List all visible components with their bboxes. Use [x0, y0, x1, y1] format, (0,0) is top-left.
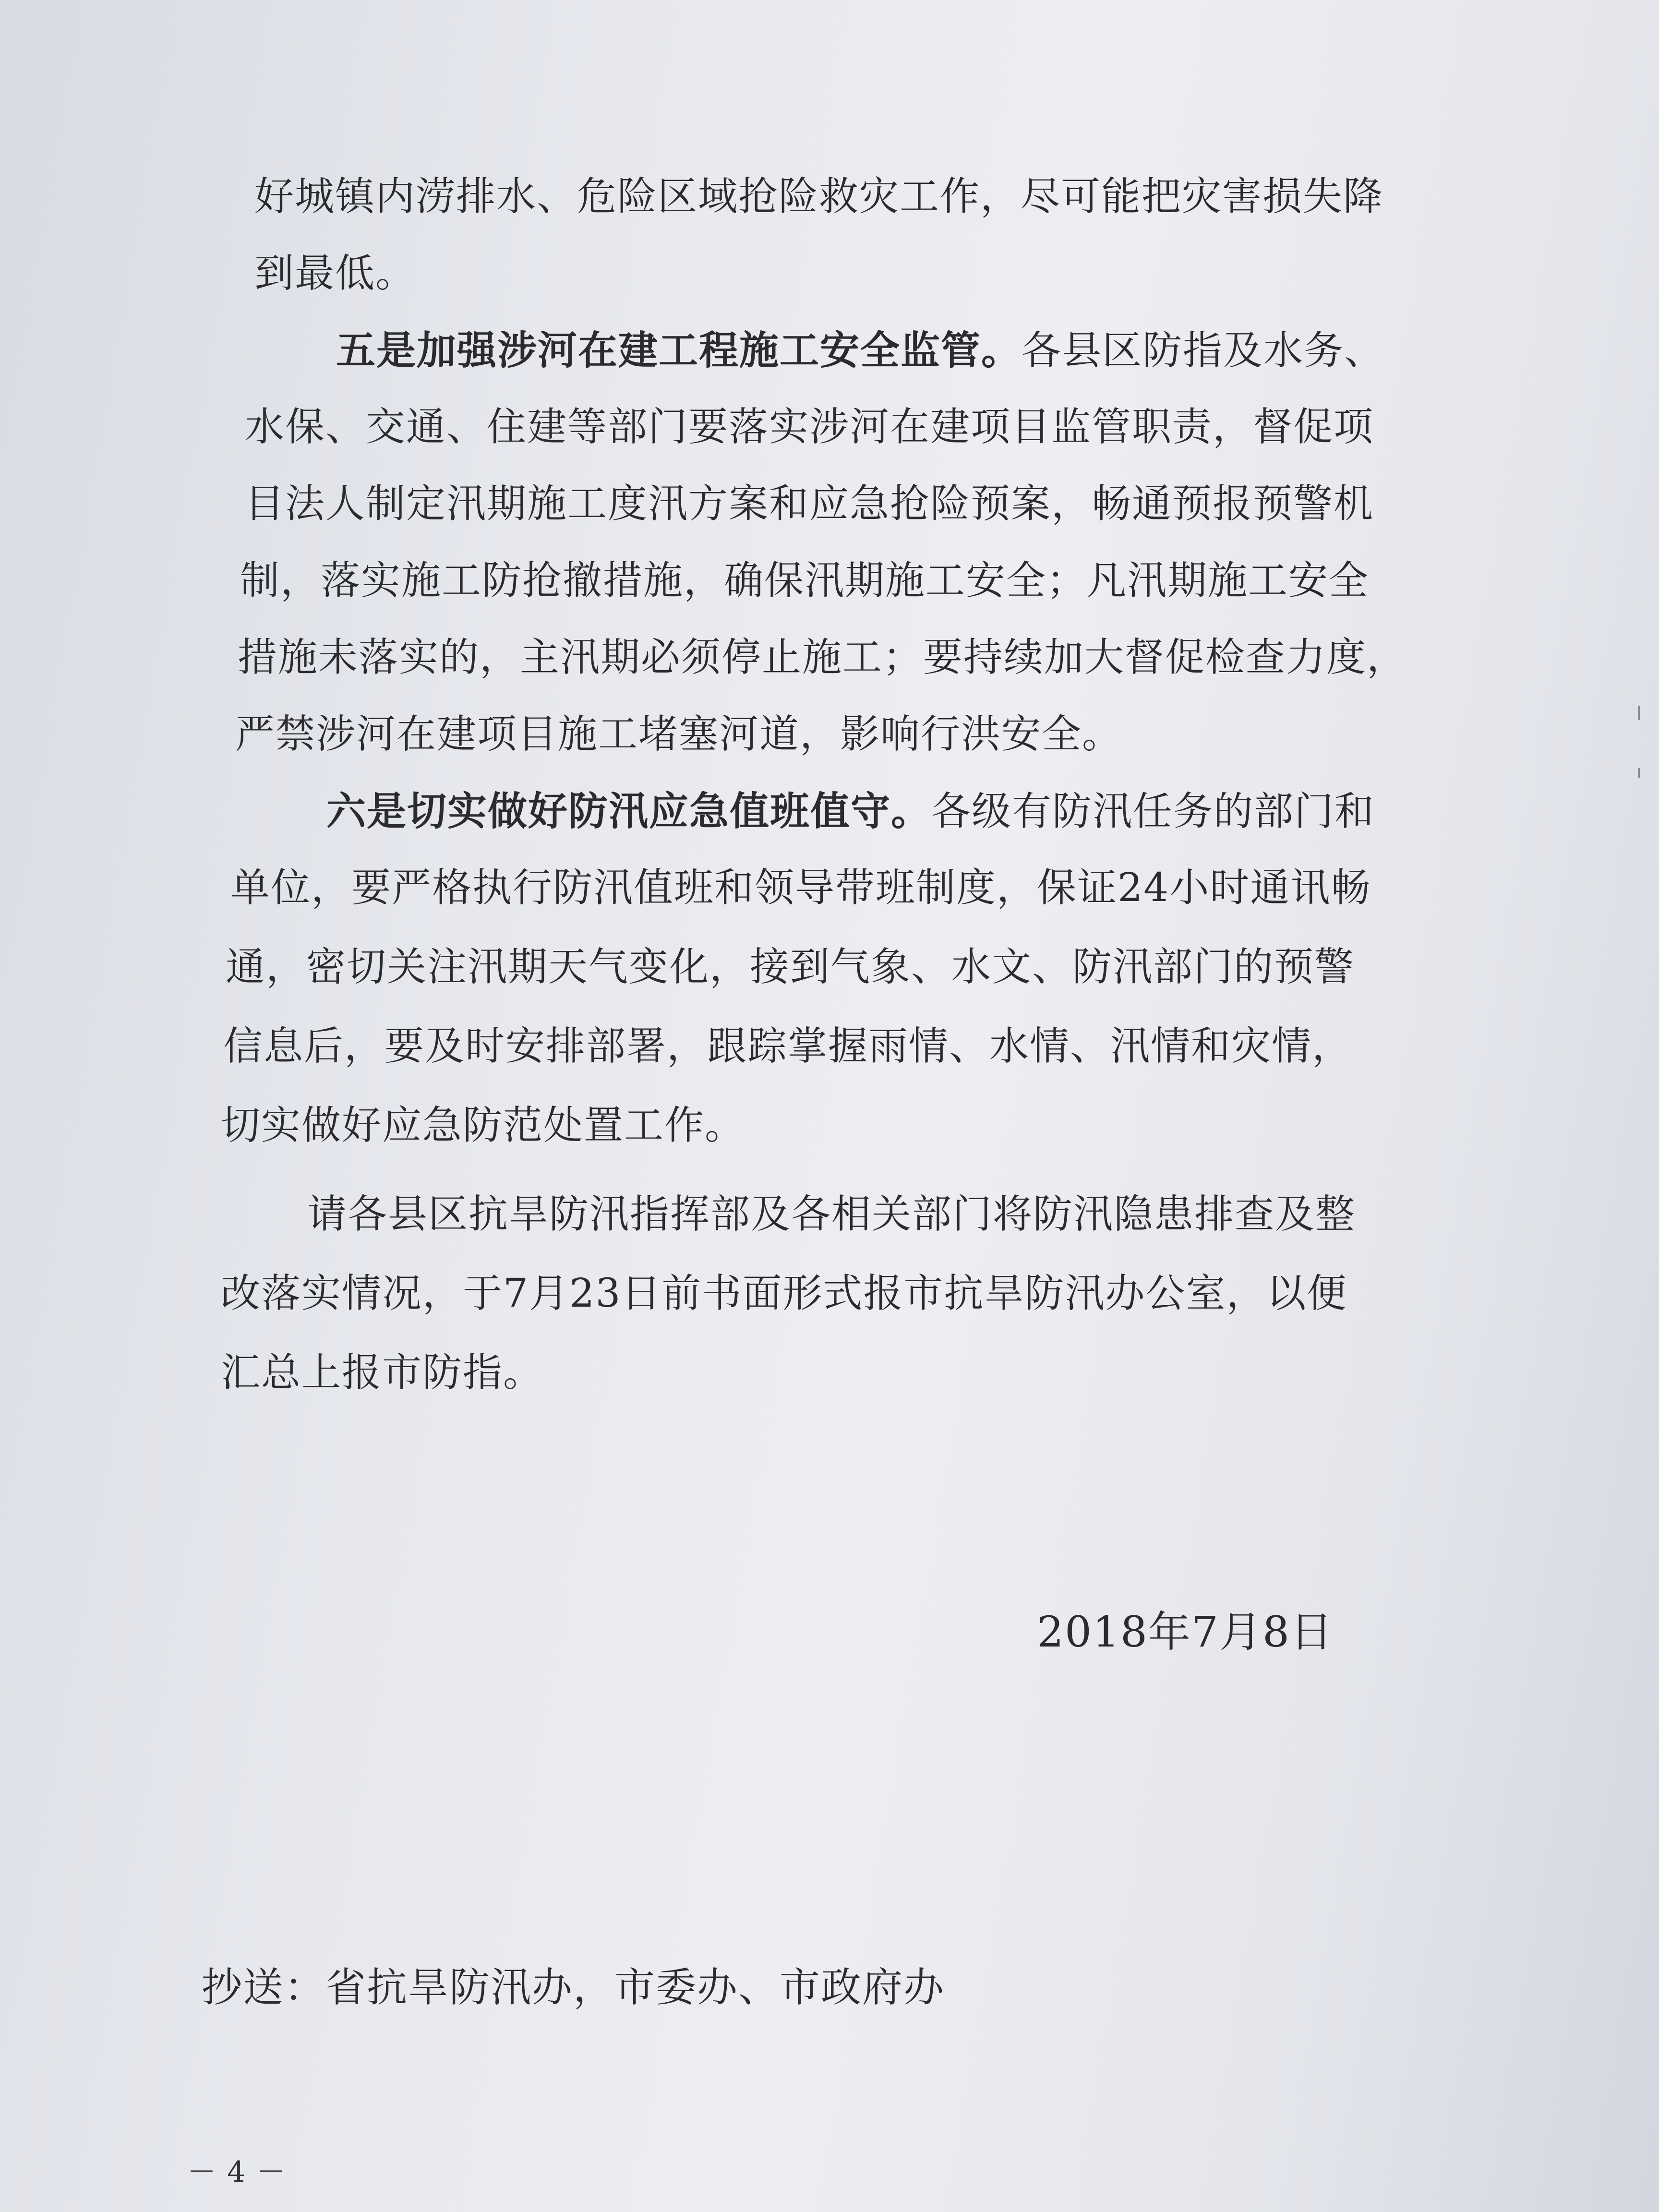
body-line-4: 目法人制定汛期施工度汛方案和应急抢险预案，畅通预报预警机 [245, 481, 1374, 527]
body-line-12: 请各县区抗旱防汛指挥部及各相关部门将防汛隐患排查及整 [307, 1191, 1356, 1237]
body-line-5: 制，落实施工防抢撤措施，确保汛期施工安全；凡汛期施工安全 [240, 558, 1370, 603]
body-line-11: 切实做好应急防范处置工作。 [221, 1103, 745, 1148]
section6-line [326, 787, 1375, 836]
document-date: 2018年7月8日 [1037, 1607, 1334, 1657]
section5-heading: 五是加强涉河在建工程施工安全监管。 [336, 327, 1022, 373]
cc-line: 抄送：省抗旱防汛办，市委办、市政府办 [202, 1964, 945, 2011]
edge-mark [1638, 768, 1640, 778]
body-line-6: 措施未落实的，主汛期必须停止施工；要持续加大督促检查力度， [238, 635, 1407, 680]
body-line-1: 好城镇内涝排水、危险区域抢险救灾工作，尽可能把灾害损失降 [254, 174, 1384, 219]
body-line-2: 到最低。 [254, 251, 416, 296]
body-line-13: 改落实情况，于7月23日前书面形式报市抗旱防汛办公室，以便 [221, 1271, 1347, 1316]
body-line-9: 通，密切关注汛期天气变化，接到气象、水文、防汛部门的预警 [226, 944, 1355, 990]
section6-heading: 六是切实做好防汛应急值班值守。 [326, 788, 932, 834]
edge-mark [1638, 706, 1640, 720]
page-number: － 4 － [187, 2155, 287, 2189]
section6-rest: 各级有防汛任务的部门和 [931, 789, 1375, 834]
body-line-3: 水保、交通、住建等部门要落实涉河在建项目监管职责，督促项 [245, 404, 1374, 450]
section5-rest: 各县区防指及水务、 [1022, 328, 1385, 373]
body-line-14: 汇总上报市防指。 [221, 1350, 544, 1395]
body-line-7: 严禁涉河在建项目施工堵塞河道，影响行洪安全。 [235, 711, 1123, 757]
section5-line [336, 326, 1384, 375]
body-line-8: 单位，要严格执行防汛值班和领导带班制度，保证24小时通讯畅 [230, 865, 1371, 911]
body-line-10: 信息后，要及时安排部署，跟踪掌握雨情、水情、汛情和灾情， [223, 1023, 1353, 1069]
